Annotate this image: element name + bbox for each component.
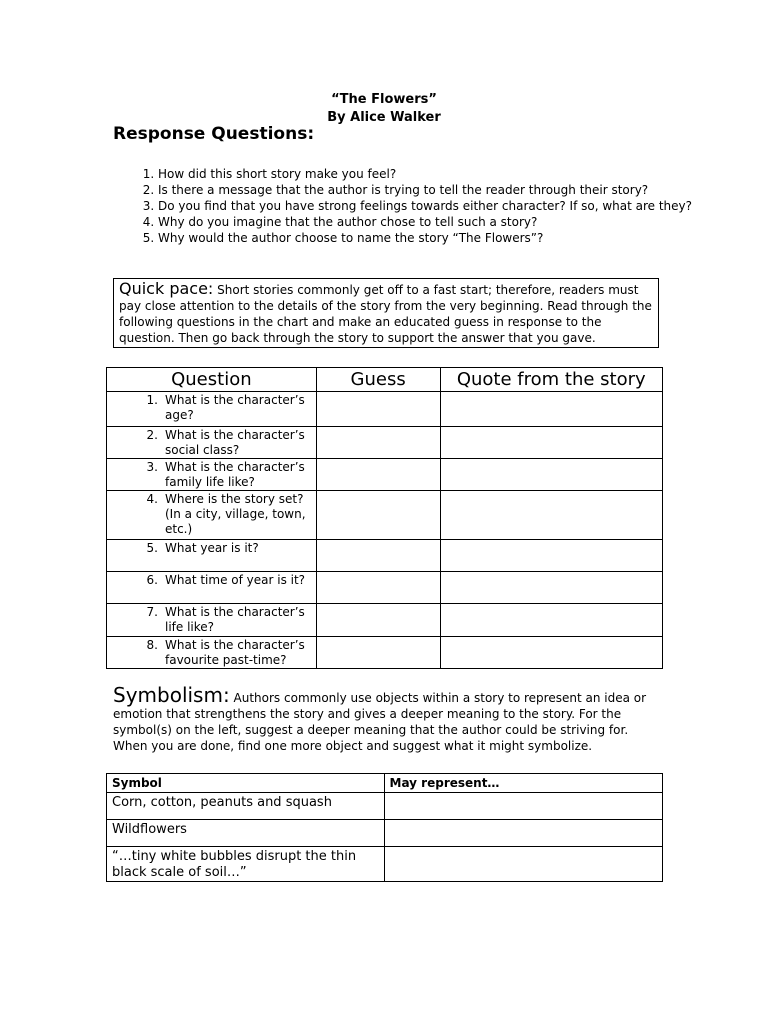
question-text: Where is the story set? (In a city, village, town, etc.) [165, 492, 306, 536]
question-cell [107, 637, 317, 669]
table-row [107, 427, 663, 459]
quote-cell[interactable] [440, 604, 662, 637]
quote-cell[interactable] [440, 459, 662, 491]
item-number: 6. [146, 573, 158, 587]
question-cell [107, 540, 317, 572]
question-cell [107, 491, 317, 540]
list-item: 2. Is there a message that the author is trying to tell the reader through their story? [158, 182, 698, 198]
question-table [106, 367, 663, 669]
item-number: 8. [146, 638, 158, 652]
may-represent-cell[interactable] [384, 820, 663, 847]
table-row [107, 491, 663, 540]
column-header-quote: Quote from the story [440, 368, 662, 392]
table-row [107, 847, 663, 882]
table-row [107, 392, 663, 427]
quick-pace-box [113, 278, 659, 348]
quote-cell[interactable] [440, 427, 662, 459]
question-text: What is the character’s life like? [165, 605, 305, 634]
symbolism-text: Authors commonly use objects within a story to represent an idea or emotion that strengthens the story and gives a deeper meaning to the story. For the symbol(s) on the left, suggest a deeper meaning that the author could be striving for. When you are done, find one more object and suggest what it might symbolize. [113, 691, 647, 753]
column-header-symbol: Symbol [107, 774, 385, 793]
quote-cell[interactable] [440, 572, 662, 604]
list-item: 1. How did this short story make you feel? [158, 166, 698, 182]
symbol-cell: “…tiny white bubbles disrupt the thin black scale of soil…” [107, 847, 385, 882]
item-number: 2. [146, 428, 158, 442]
table-header-row [107, 774, 663, 793]
document-author: By Alice Walker [327, 110, 441, 125]
question-cell [107, 604, 317, 637]
question-text: What time of year is it? [165, 573, 306, 587]
question-cell [107, 572, 317, 604]
table-row [107, 604, 663, 637]
guess-cell[interactable] [316, 392, 440, 427]
symbol-cell: Wildflowers [107, 820, 385, 847]
question-text: What year is it? [165, 541, 259, 555]
item-number: 5. [146, 541, 158, 555]
column-header-guess: Guess [316, 368, 440, 392]
table-header-row [107, 368, 663, 392]
document-title: “The Flowers” [331, 92, 437, 107]
question-text: What is the character’s social class? [165, 428, 305, 457]
table-row [107, 572, 663, 604]
quick-pace-label: Quick pace: [119, 279, 214, 298]
guess-cell[interactable] [316, 491, 440, 540]
quote-cell[interactable] [440, 637, 662, 669]
guess-cell[interactable] [316, 459, 440, 491]
guess-cell[interactable] [316, 604, 440, 637]
symbol-table [106, 773, 663, 882]
list-item: 3. Do you find that you have strong feelings towards either character? If so, what are they? [158, 198, 698, 214]
response-questions-list [113, 166, 698, 246]
item-number: 7. [146, 605, 158, 619]
column-header-question: Question [107, 368, 317, 392]
symbolism-heading: Symbolism: [113, 683, 230, 707]
guess-cell[interactable] [316, 572, 440, 604]
list-item: 5. Why would the author choose to name the story “The Flowers”? [158, 230, 698, 246]
question-text: What is the character’s favourite past-time? [165, 638, 305, 667]
column-header-may-represent: May represent… [384, 774, 663, 793]
quote-cell[interactable] [440, 540, 662, 572]
question-cell [107, 392, 317, 427]
may-represent-cell[interactable] [384, 847, 663, 882]
guess-cell[interactable] [316, 637, 440, 669]
question-text: What is the character’s age? [165, 393, 305, 422]
quote-cell[interactable] [440, 392, 662, 427]
item-number: 1. [146, 393, 158, 407]
table-row [107, 637, 663, 669]
question-cell [107, 459, 317, 491]
item-number: 3. [146, 460, 158, 474]
may-represent-cell[interactable] [384, 793, 663, 820]
question-text: What is the character’s family life like? [165, 460, 305, 489]
table-row [107, 540, 663, 572]
quote-cell[interactable] [440, 491, 662, 540]
response-questions-heading: Response Questions: [113, 124, 315, 144]
item-number: 4. [146, 492, 158, 506]
symbol-cell: Corn, cotton, peanuts and squash [107, 793, 385, 820]
question-cell [107, 427, 317, 459]
table-row [107, 820, 663, 847]
symbolism-section [113, 684, 653, 754]
table-row [107, 793, 663, 820]
list-item: 4. Why do you imagine that the author chose to tell such a story? [158, 214, 698, 230]
guess-cell[interactable] [316, 540, 440, 572]
quick-pace-text: Short stories commonly get off to a fast start; therefore, readers must pay close attention to the details of the story from the very beginning. Read through the following questions in the chart and make an educated guess in response to the question. Then go back through the story to support the answer that you gave. [119, 283, 652, 345]
table-row [107, 459, 663, 491]
guess-cell[interactable] [316, 427, 440, 459]
